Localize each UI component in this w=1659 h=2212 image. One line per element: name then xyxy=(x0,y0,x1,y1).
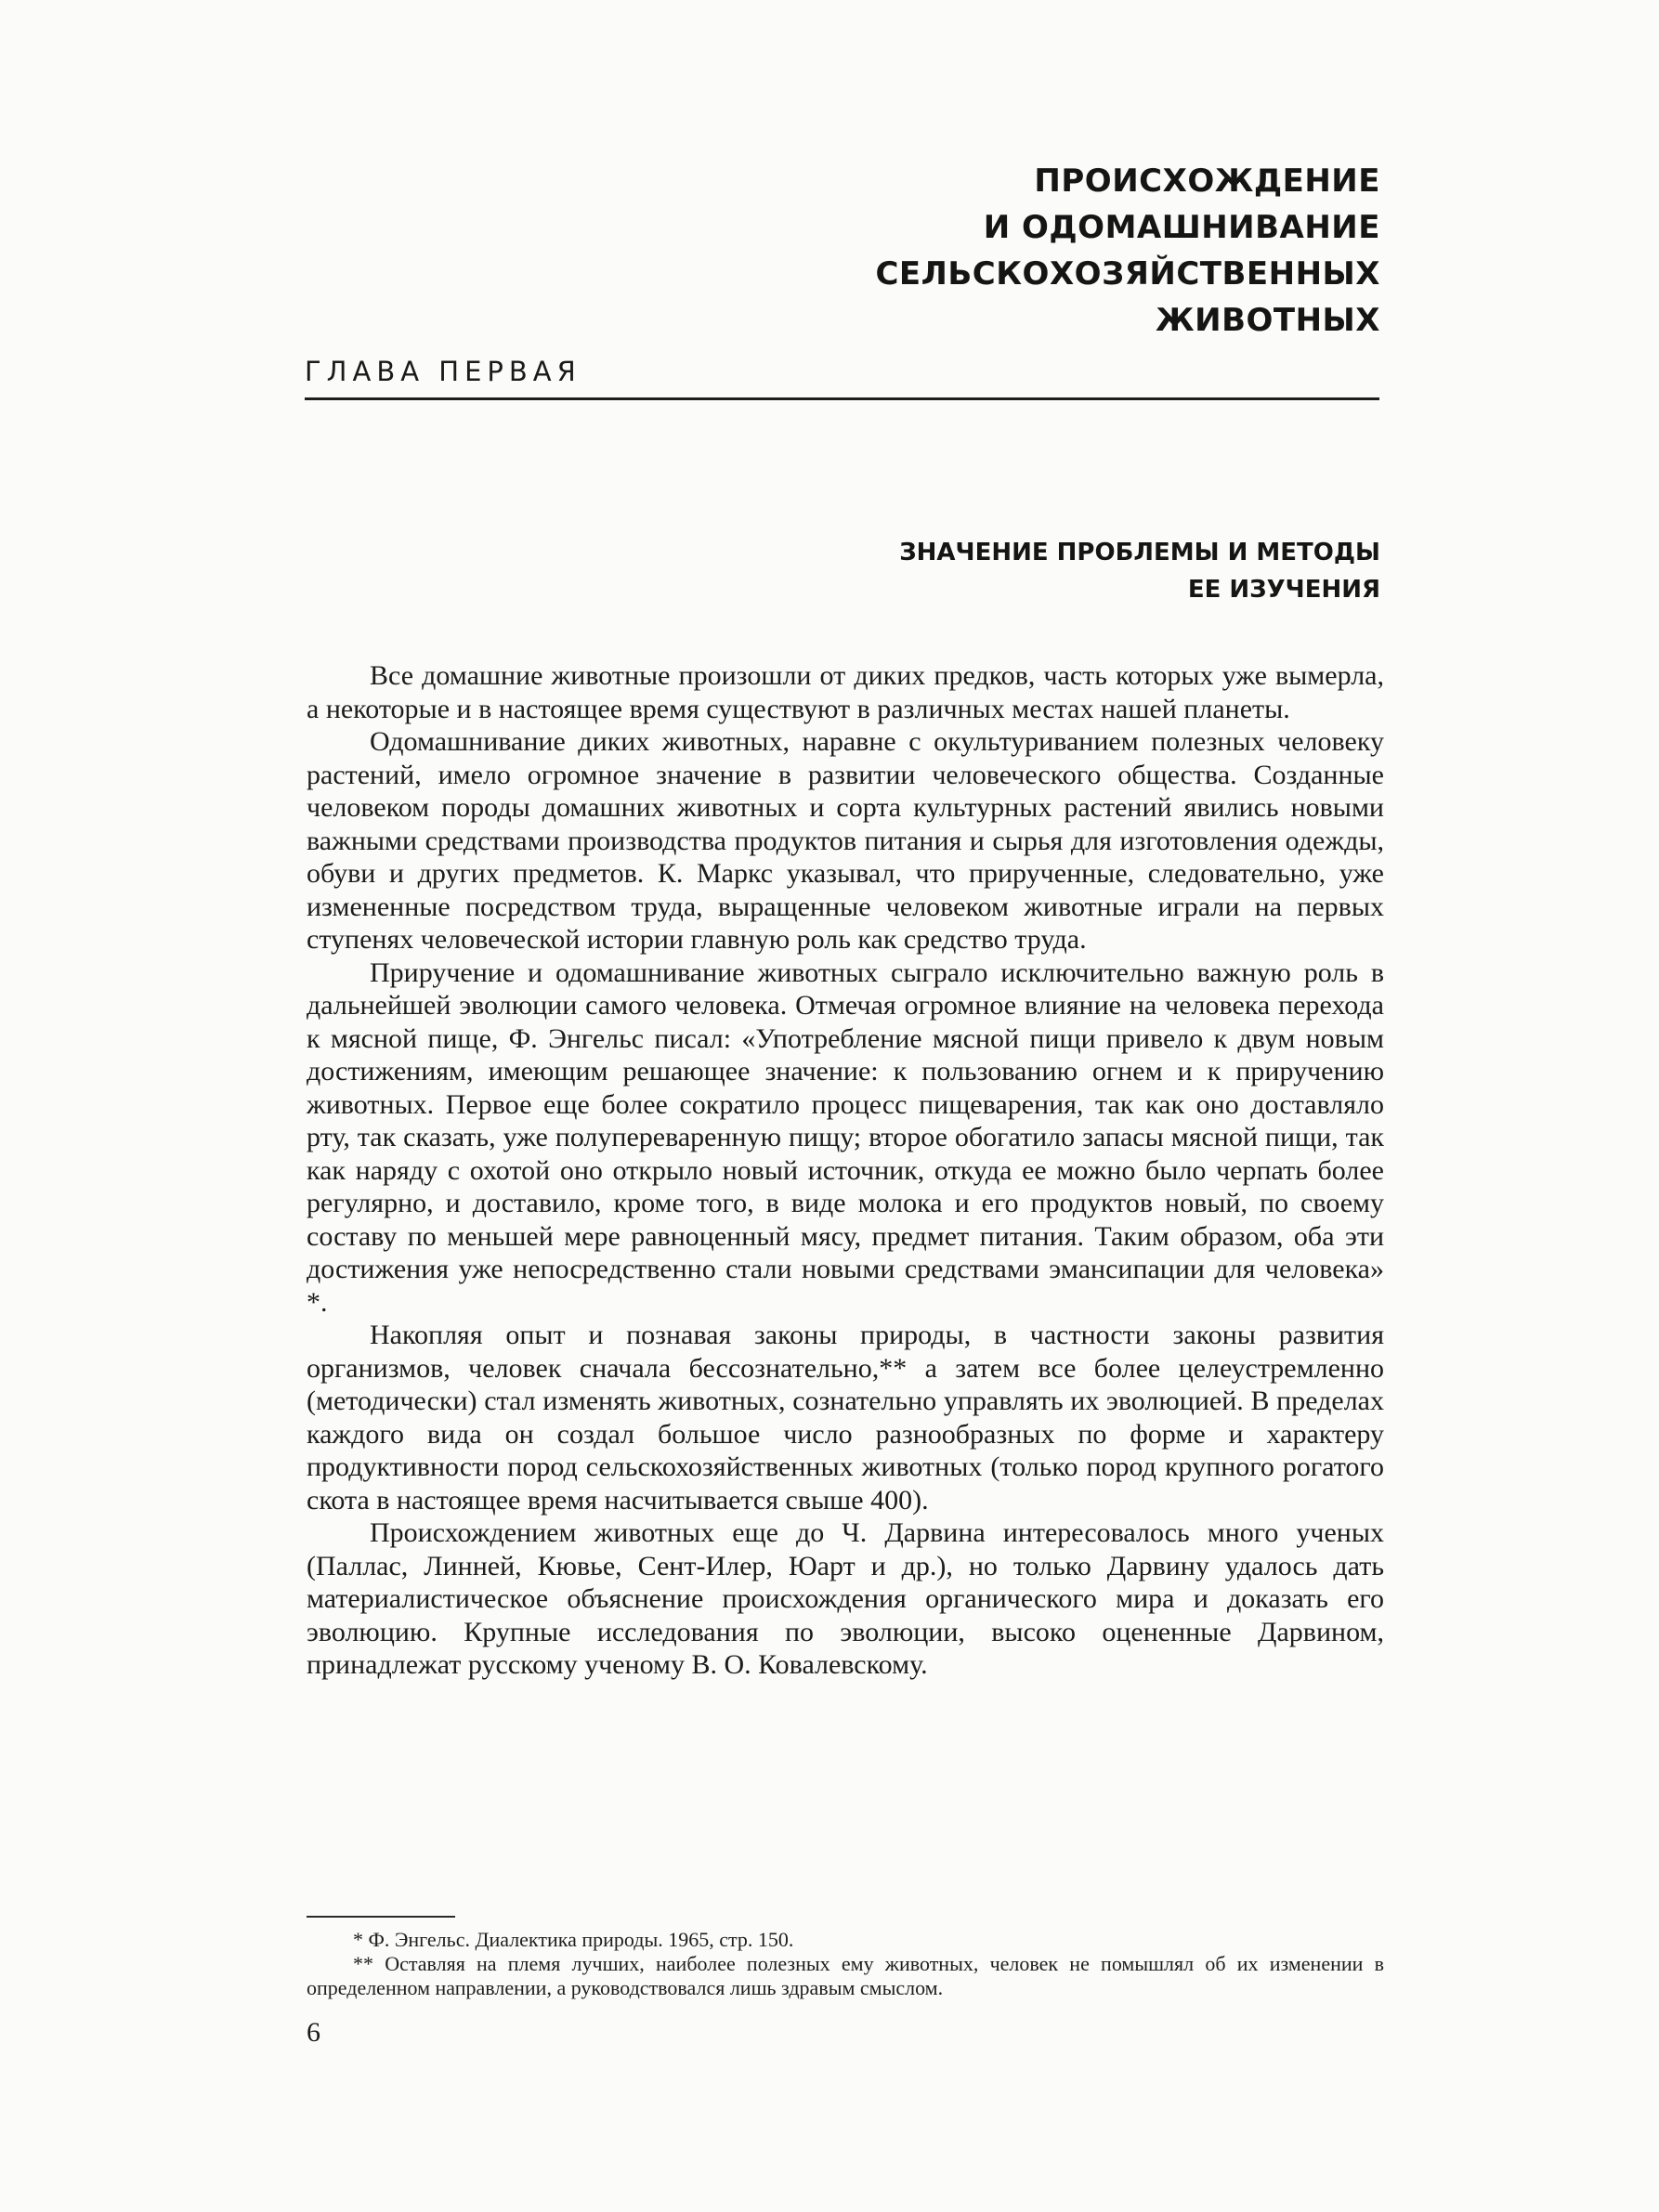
body-paragraph: Приручение и одомашнивание животных сыграло исключительно важную роль в дальнейшей эволюции самого человека. Отмечая огромное влияние на человека перехода к мясной пище, Ф. Энгельс писал: «Употребление мясной пищи привело к двум новым достижениям, имеющим решающее значение: к пользованию огнем и к приручению животных. Первое еще более сократило процесс пищеварения, так как оно доставляло рту, так сказать, уже полупереваренную пищу; второе обогатило запасы мясной пищи, так как наряду с охотой оно открыло новый источник, откуда ее можно было черпать более регулярно, и доставило, кроме того, в виде молока и его продуктов новый, по своему составу по меньшей мере равноценный мясу, предмет питания. Таким образом, оба эти достижения уже непосредственно стали новыми средствами эмансипации для человека» *. xyxy=(307,956,1384,1318)
footnote: ** Оставляя на племя лучших, наиболее полезных ему животных, человек не помышлял об их изменении в определенном направлении, а руководствовался лишь здравым смыслом. xyxy=(307,1952,1384,1999)
footnotes xyxy=(307,1928,1384,2000)
part-title-line: ПРОИСХОЖДЕНИЕ xyxy=(1034,163,1380,200)
chapter-label: ГЛАВА ПЕРВАЯ xyxy=(305,356,581,387)
chapter-divider xyxy=(305,397,1379,400)
section-title-line: ЕЕ ИЗУЧЕНИЯ xyxy=(1187,576,1380,604)
page-number: 6 xyxy=(307,2017,320,2048)
section-title-line: ЗНАЧЕНИЕ ПРОБЛЕМЫ И МЕТОДЫ xyxy=(899,539,1380,566)
section-title xyxy=(730,534,1380,608)
body-paragraph: Накопляя опыт и познавая законы природы, в частности законы развития организмов, человек сначала бессознательно,** а затем все более целеустремленно (методически) стал изменять животных, сознательно управлять их эволюцией. В пределах каждого вида он создал большое число разнообразных по форме и характеру продуктивности пород сельскохозяйственных животных (только пород крупного рогатого скота в настоящее время насчитывается свыше 400). xyxy=(307,1320,1384,1516)
part-title xyxy=(730,158,1380,344)
body-paragraph: Все домашние животные произошли от диких предков, часть которых уже вымерла, а некоторые и в настоящее время существуют в различных местах нашей планеты. xyxy=(307,660,1384,724)
part-title-line: ЖИВОТНЫХ xyxy=(1156,302,1380,339)
footnote: * Ф. Энгельс. Диалектика природы. 1965, стр. 150. xyxy=(353,1928,794,1951)
body-paragraph: Происхождением животных еще до Ч. Дарвина интересовалось много ученых (Паллас, Линней, Кювье, Сент-Илер, Юарт и др.), но только Дарвину удалось дать материалистическое объяснение происхождения органического мира и доказать его эволюцию. Крупные исследования по эволюции, высоко оцененные Дарвином, принадлежат русскому ученому В. О. Ковалевскому. xyxy=(307,1517,1384,1680)
body-paragraph: Одомашнивание диких животных, наравне с окультуриванием полезных человеку растений, имело огромное значение в развитии человеческого общества. Созданные человеком породы домашних животных и сорта культурных растений явились новыми важными средствами производства продуктов питания и сырья для изготовления одежды, обуви и других предметов. К. Маркс указывал, что прирученные, следовательно, уже измененные посредством труда, выращенные человеком животные играли на первых ступенях человеческой истории главную роль как средство труда. xyxy=(307,726,1384,955)
body-text xyxy=(307,659,1384,1682)
part-title-line: СЕЛЬСКОХОЗЯЙСТВЕННЫХ xyxy=(875,255,1380,293)
part-title-line: И ОДОМАШНИВАНИЕ xyxy=(983,209,1380,246)
footnote-divider xyxy=(307,1916,455,1918)
